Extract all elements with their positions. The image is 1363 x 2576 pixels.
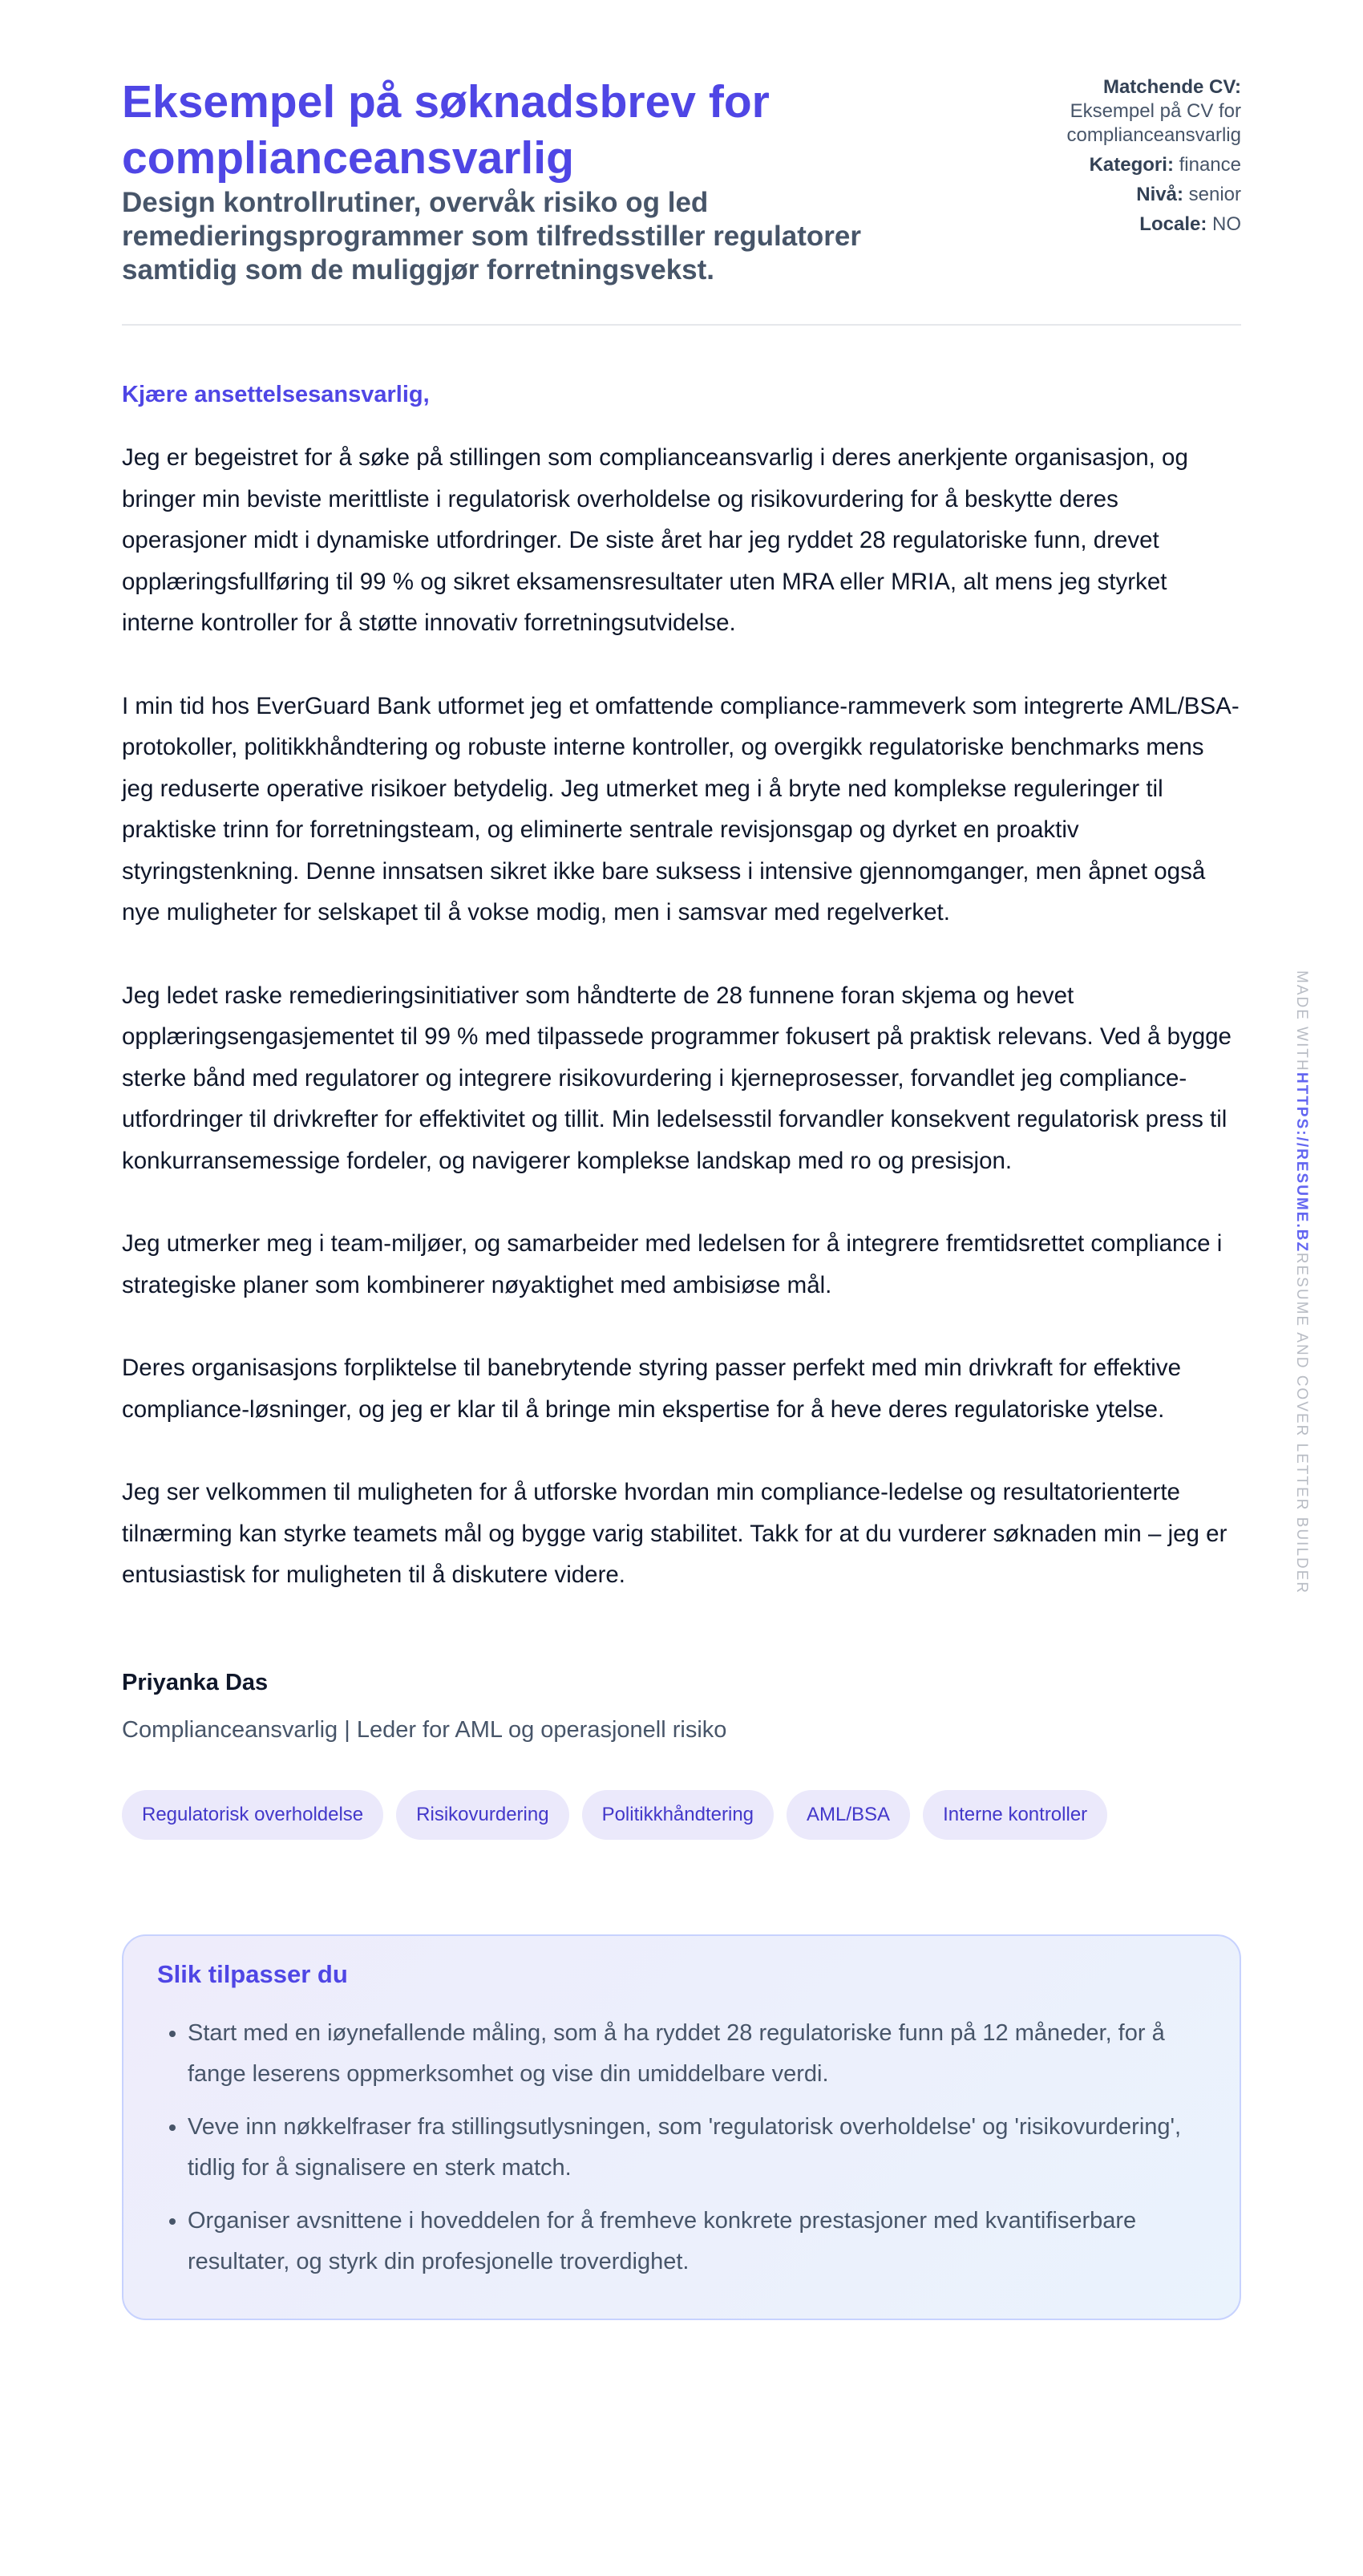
meta-locale-label: Locale: xyxy=(1139,213,1207,235)
title-block xyxy=(122,74,924,287)
watermark-link[interactable]: HTTPS://RESUME.BZ xyxy=(1293,1071,1310,1253)
paragraph: Jeg er begeistret for å søke på stillingen som complianceansvarlig i deres anerkjente organisasjon, og bringer min beviste merittliste i regulatorisk overholdelse og risikovurdering for å beskytte deres operasjoner midt i dynamiske utfordringer. De siste året har jeg ryddet 28 regulatoriske funn, drevet opplæringsfullføring til 99 % og sikret eksamensresultater uten MRA eller MRIA, alt mens jeg styrket interne kontroller for å støtte innovativ forretningsutvidelse. xyxy=(122,444,1188,636)
letter-body xyxy=(122,437,1241,1596)
signature-title: Complianceansvarlig | Leder for AML og operasjonell risiko xyxy=(122,1716,727,1743)
skill-tags xyxy=(122,1790,1241,1840)
signature xyxy=(122,1670,1241,1744)
skill-tag: Interne kontroller xyxy=(923,1790,1107,1840)
tips-list xyxy=(157,2013,1206,2282)
tip-item: • Veve inn nøkkelfraser fra stillingsutlysningen, som 'regulatorisk overholdelse' og 'risikovurdering', tidlig for å signalisere en sterk match. xyxy=(188,2107,1206,2189)
signature-name: Priyanka Das xyxy=(122,1669,269,1695)
watermark-suffix: RESUME AND COVER LETTER BUILDER xyxy=(1293,1252,1310,1595)
cover-letter-page xyxy=(122,74,1241,2320)
watermark xyxy=(1292,970,1310,1594)
meta-cv-label: Matchende CV: xyxy=(1102,76,1241,98)
meta-category-label: Kategori: xyxy=(1089,154,1174,176)
paragraph: Jeg ser velkommen til muligheten for å utforske hvordan min compliance-ledelse og resultatorienterte tilnærming kan styrke teamets mål og bygge varig stabilitet. Takk for at du vurderer søknaden min – jeg er entusiastisk for muligheten til å diskutere videre. xyxy=(122,1479,1228,1588)
greeting: Kjære ansettelsesansvarlig, xyxy=(122,382,430,407)
meta-cv-link[interactable]: Eksempel på CV for complianceansvarlig xyxy=(1066,100,1241,146)
skill-tag: AML/BSA xyxy=(787,1790,910,1840)
paragraph: Jeg utmerker meg i team-miljøer, og samarbeider med ledelsen for å integrere fremtidsrettet compliance i strategiske planer som kombinerer nøyaktighet med ambisiøse mål. xyxy=(122,1230,1223,1298)
meta-panel xyxy=(1001,74,1241,242)
paragraph: I min tid hos EverGuard Bank utformet jeg et omfattende compliance-rammeverk som integrerte AML/BSA-protokoller, politikkhåndtering og robuste interne kontroller, og overgikk regulatoriske benchmarks mens jeg reduserte operative risikoer betydelig. Jeg utmerket meg i å bryte ned komplekse reguleringer til praktiske trinn for forretningsteam, og eliminerte sentrale revisjonsgap og dyrket en proaktiv styringstenkning. Denne innsatsen sikret ikke bare suksess i intensive gjennomganger, men åpnet også nye muligheter for selskapet til å vokse modig, men i samsvar med regelverket. xyxy=(122,692,1240,925)
meta-level-label: Nivå: xyxy=(1136,184,1183,205)
tip-item: • Start med en iøynefallende måling, som å ha ryddet 28 regulatoriske funn på 12 måneder, for å fange leserens oppmerksomhet og vise din umiddelbare verdi. xyxy=(188,2013,1206,2095)
page-title: Eksempel på søknadsbrev for complianceansvarlig xyxy=(122,76,770,184)
header xyxy=(122,74,1241,326)
skill-tag: Regulatorisk overholdelse xyxy=(122,1790,383,1840)
paragraph: Jeg ledet raske remedieringsinitiativer som håndterte de 28 funnene foran skjema og hevet opplæringsengasjementet til 99 % med tilpassede programmer fokusert på praktisk relevans. Ved å bygge sterke bånd med regulatorer og integrere risikovurdering i kjerneprosesser, forvandlet jeg compliance-utfordringer til drivkrefter for effektivitet og tillit. Min ledelsesstil forvandler konsekvent regulatorisk press til konkurransemessige fordeler, og navigerer komplekse landskap med ro og presisjon. xyxy=(122,982,1232,1174)
page-subtitle: Design kontrollrutiner, overvåk risiko og led remedieringsprogrammer som tilfredsstiller regulatorer samtidig som de muliggjør forretningsvekst. xyxy=(122,187,861,286)
watermark-prefix: MADE WITH xyxy=(1293,970,1310,1072)
meta-locale-value: NO xyxy=(1212,213,1241,235)
meta-category-value: finance xyxy=(1179,154,1241,176)
paragraph: Deres organisasjons forpliktelse til banebrytende styring passer perfekt med min drivkraft for effektive compliance-løsninger, og jeg er klar til å bringe min ekspertise for å heve deres regulatoriske ytelse. xyxy=(122,1355,1182,1423)
tip-item: • Organiser avsnittene i hoveddelen for å fremheve konkrete prestasjoner med kvantifiserbare resultater, og styrk din profesjonelle troverdighet. xyxy=(188,2201,1206,2282)
skill-tag: Politikkhåndtering xyxy=(582,1790,774,1840)
skill-tag: Risikovurdering xyxy=(396,1790,568,1840)
tips-title: Slik tilpasser du xyxy=(157,1959,348,1988)
meta-level-value: senior xyxy=(1188,184,1241,205)
tips-box xyxy=(122,1934,1241,2320)
